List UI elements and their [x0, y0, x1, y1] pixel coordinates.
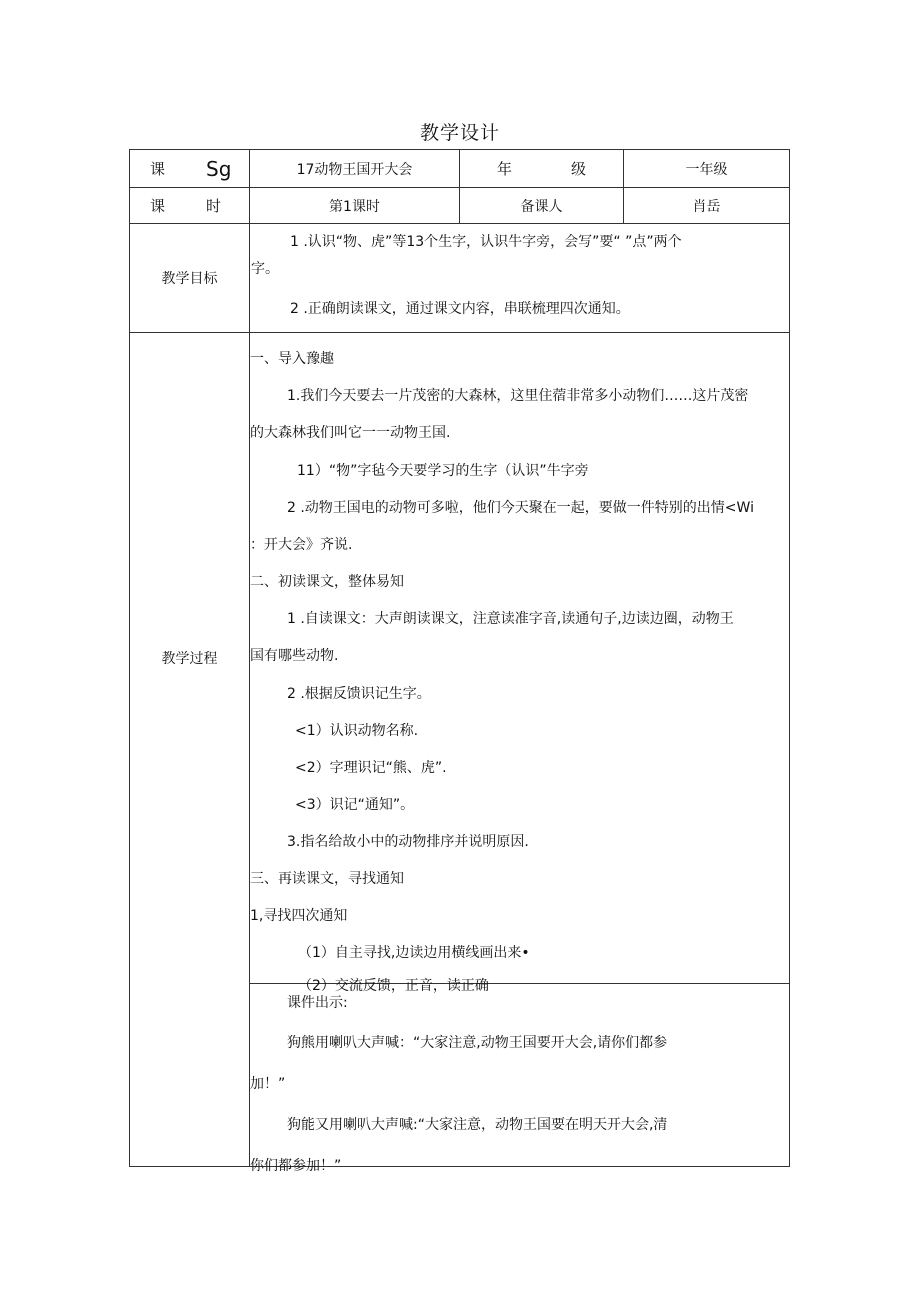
- courseware-line: 狗能又用喇叭大声喊:“大家注意，动物王国要在明天开大会,清: [287, 1117, 668, 1133]
- course-label: 课: [150, 160, 166, 178]
- courseware-box: [250, 984, 789, 1174]
- process-line: 2 .根据反馈识记生字。: [287, 686, 431, 702]
- process-label-text: 教学过程: [161, 651, 218, 667]
- preparer-label: [460, 188, 623, 223]
- period-label-cell: [130, 188, 249, 223]
- lesson-title: [250, 150, 459, 187]
- course-label-cell: [130, 150, 249, 187]
- grade-label-suffix: 级: [571, 160, 587, 178]
- courseware-title: 课件出示:: [287, 995, 348, 1011]
- period-label-suffix: 时: [206, 197, 222, 215]
- courseware-line: 狗熊用喇叭大声喊：“大家注意,动物王国要开大会,请你们都参: [287, 1035, 668, 1051]
- section-heading: 三、再读课文，寻找通知: [250, 871, 404, 887]
- process-line: 3.指名给故小中的动物排序并说明原因.: [287, 834, 529, 850]
- goals-label-text: 教学目标: [161, 271, 218, 287]
- preparer-name: [624, 188, 789, 223]
- goal-item-1: 1 .认识“物、虎”等13个生字，认识牛字旁，会写”要“ ”点”两个: [290, 234, 682, 250]
- process-line-cut: （2）交流反馈，正音，读正确: [298, 978, 489, 994]
- preparer-label-text: 备课人: [520, 198, 563, 215]
- period-value-text: 第1课时: [329, 198, 380, 215]
- grade-value: [624, 150, 789, 187]
- process-line: 1 .自读课文：大声朗读课文，注意读准字音,读通句子,边读边圈，动物王: [287, 611, 734, 627]
- grade-label: 年: [497, 160, 513, 178]
- grade-value-text: 一年级: [685, 161, 728, 178]
- process-line: 1.我们今天要去一片茂密的大森林，这里住蓿非常多小动物们……这片茂密: [287, 388, 749, 404]
- process-line: 2 .动物王国电的动物可多啦，他们今天聚在一起，要做一件特别的出情<Wi: [287, 500, 754, 516]
- process-line: 1,寻找四次通知: [250, 908, 348, 924]
- process-label: [130, 333, 249, 983]
- goals-label: [130, 224, 249, 332]
- process-line: <3）识记“通知”。: [295, 797, 415, 813]
- period-value: [250, 188, 459, 223]
- process-line: 国有哪些动物.: [250, 648, 339, 664]
- lesson-title-text: 17动物王国开大会: [296, 161, 413, 178]
- period-label: 课: [150, 197, 166, 215]
- process-line: ：开大会》齐说.: [250, 537, 353, 553]
- process-line: 的大森林我们叫它一一动物王国.: [250, 425, 451, 441]
- section-heading: 一、导入豫趣: [250, 351, 334, 367]
- process-line: 11）“物”字毡今天要学习的生字（认识”牛字旁: [297, 463, 589, 479]
- preparer-name-text: 肖岳: [692, 198, 721, 215]
- goal-item-2: 2 .正确朗读课文，通过课文内容，串联梳理四次通知。: [290, 301, 630, 317]
- grade-label-cell: [460, 150, 623, 187]
- goal-item-1-cont: 字。: [251, 261, 279, 277]
- table-border-right: [789, 149, 790, 1167]
- page-title: 教学设计: [419, 122, 500, 144]
- courseware-line: 加！”: [250, 1076, 286, 1092]
- process-content: [250, 333, 789, 994]
- table-border-bottom: [129, 1166, 790, 1167]
- courseware-line-cut: 你们都参加！”: [250, 1158, 342, 1174]
- section-heading: 二、初读课文，整体易知: [250, 574, 404, 590]
- course-label-suffix: Sg: [206, 156, 232, 181]
- process-line: （1）自主寻找,边读边用横线画出来•: [298, 945, 530, 961]
- process-line: <1）认识动物名称.: [295, 723, 419, 739]
- process-line: <2）字理识记“熊、虎”.: [295, 760, 447, 776]
